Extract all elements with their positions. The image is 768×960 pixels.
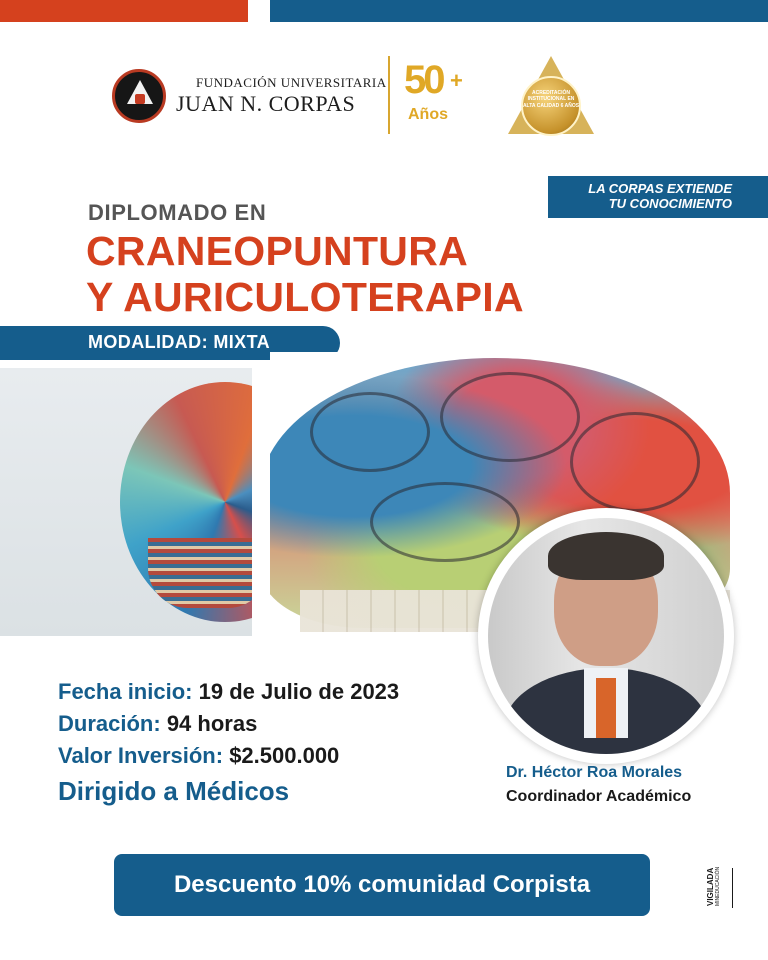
brain-image-left	[0, 368, 252, 636]
accreditation-text: ACREDITACIÓN INSTITUCIONAL EN ALTA CALIDAD 6 AÑOS	[522, 90, 580, 109]
university-logo	[112, 64, 387, 128]
duracion-label: Duración:	[58, 711, 161, 736]
course-title-line2: Y AURICULOTERAPIA	[86, 274, 524, 320]
university-name	[176, 75, 387, 117]
fecha-value: 19 de Julio de 2023	[198, 679, 400, 704]
university-line1: FUNDACIÓN UNIVERSITARIA	[196, 75, 387, 90]
coordinator-role: Coordinador Académico	[506, 788, 692, 805]
university-line2: JUAN N. CORPAS	[176, 91, 356, 116]
anniversary-label: Años	[408, 106, 448, 123]
anniversary-badge	[400, 58, 466, 134]
ministry-label: MINEDUCACIÓN	[715, 866, 721, 906]
coordinator-photo	[488, 518, 724, 754]
course-details	[58, 676, 399, 772]
top-blue-bar	[270, 0, 768, 22]
discount-button[interactable]: Descuento 10% comunidad Corpista	[114, 854, 650, 916]
modalidad-badge: MODALIDAD: MIXTA	[0, 326, 340, 360]
extiende-banner	[548, 176, 768, 218]
extiende-line1: LA CORPAS EXTIENDE	[588, 181, 732, 196]
duracion-value: 94 horas	[166, 711, 258, 736]
target-audience: Dirigido a Médicos	[58, 776, 290, 806]
duracion-row	[58, 708, 399, 740]
anniversary-plus: +	[450, 68, 463, 93]
course-prefix: DIPLOMADO EN	[88, 200, 267, 225]
accreditation-seal-icon	[508, 56, 594, 136]
coordinator-name: Dr. Héctor Roa Morales	[506, 764, 683, 781]
logo-divider	[388, 56, 390, 134]
vigilada-mark	[706, 836, 721, 906]
anniversary-number: 50	[404, 58, 443, 102]
valor-value: $2.500.000	[229, 743, 340, 768]
top-red-bar	[0, 0, 248, 22]
university-seal-icon	[112, 69, 166, 123]
vigilada-label: VIGILADA	[706, 867, 715, 906]
extiende-line2: TU CONOCIMIENTO	[608, 196, 732, 211]
course-title	[86, 228, 524, 320]
vigilada-divider	[732, 868, 733, 908]
valor-label: Valor Inversión:	[58, 743, 224, 768]
fecha-row	[58, 676, 399, 708]
fecha-label: Fecha inicio:	[58, 679, 193, 704]
course-title-line1: CRANEOPUNTURA	[86, 228, 469, 274]
valor-row	[58, 740, 399, 772]
